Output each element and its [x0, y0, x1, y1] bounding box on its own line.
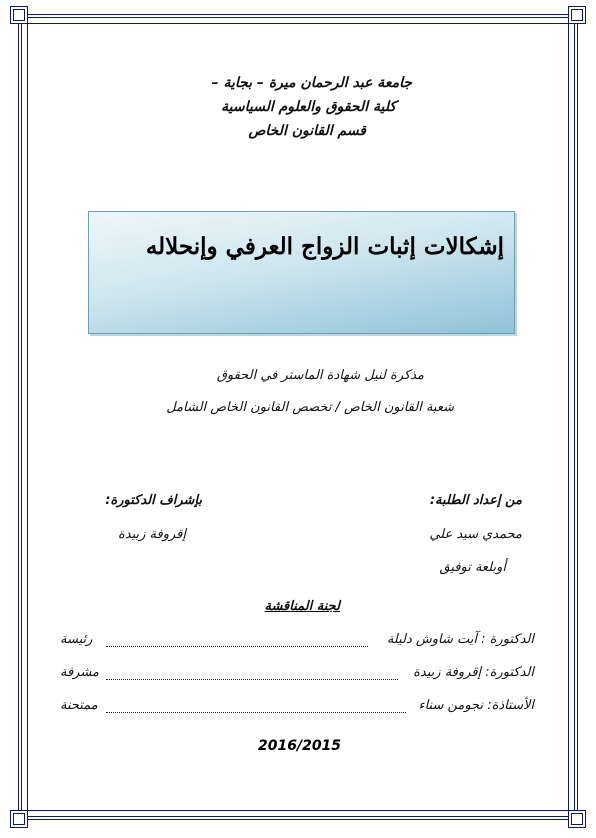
university-name: جامعة عبد الرحمان ميرة – بجاية –	[211, 75, 412, 91]
students-label: من إعداد الطلبة:	[429, 493, 522, 508]
committee-member-3-name: الأستاذة: نجومن سناء	[418, 698, 534, 713]
degree-line: مذكرة لنيل شهادة الماستر في الحقوق	[216, 368, 424, 383]
border-corner-top-left	[10, 6, 28, 24]
academic-year: 2016/2015	[258, 738, 342, 754]
border-corner-top-right	[568, 6, 586, 24]
faculty-name: كلية الحقوق والعلوم السياسية	[221, 99, 396, 115]
dotted-leader	[106, 679, 398, 680]
supervisor-name: إقروفة زبيدة	[117, 527, 186, 542]
dotted-leader	[106, 646, 368, 647]
supervisor-label: بإشراف الدكتورة:	[105, 493, 202, 508]
committee-member-3-role: ممتحنة	[60, 698, 98, 713]
committee-member-1-name: الدكتورة : آيت شاوش دليلة	[386, 632, 534, 647]
committee-member-1-role: رئيسة	[60, 632, 93, 647]
thesis-title: إشكالات إثبات الزواج العرفي وإنحلاله	[145, 233, 504, 260]
title-banner	[88, 211, 515, 334]
border-corner-bottom-left	[10, 810, 28, 828]
student-name-1: محمدي سيد علي	[429, 527, 522, 542]
committee-member-2-role: مشرفة	[60, 665, 99, 680]
department-name: قسم القانون الخاص	[248, 123, 366, 139]
dotted-leader	[106, 712, 406, 713]
committee-member-2-name: الدكتورة: إقروفة زبيدة	[413, 665, 534, 680]
committee-heading: لجنة المناقشة	[264, 599, 340, 614]
student-name-2: أوبلعة توفيق	[439, 560, 506, 575]
page-border-inner	[27, 23, 569, 811]
specialty-line: شعبة القانون الخاص / تخصص القانون الخاص الشامل	[166, 400, 454, 415]
border-corner-bottom-right	[568, 810, 586, 828]
